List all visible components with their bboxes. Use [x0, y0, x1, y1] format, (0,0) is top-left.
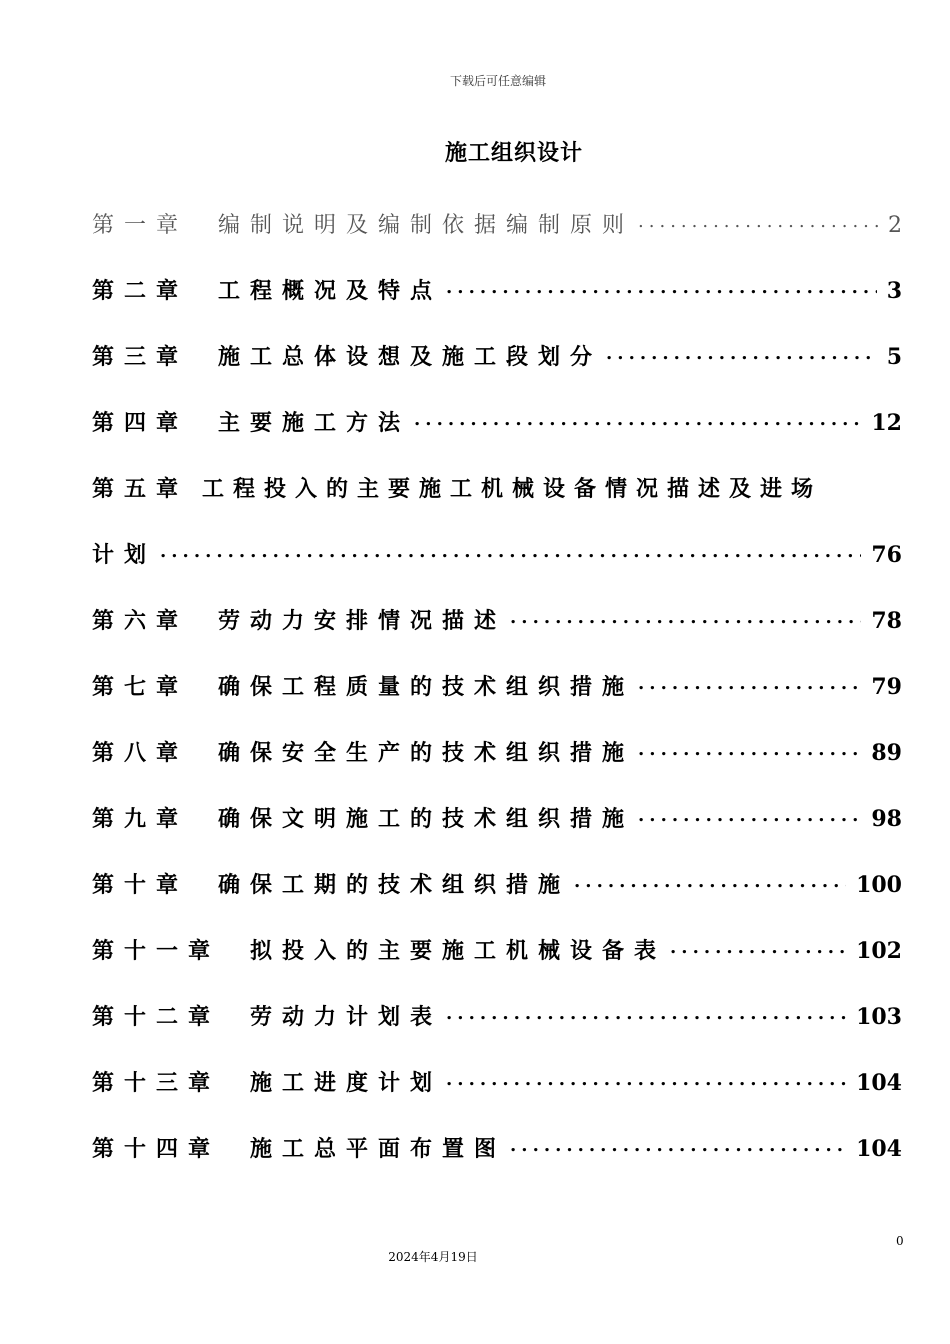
toc-page: 12 — [871, 410, 902, 436]
toc-entry-5[interactable] — [92, 472, 902, 538]
toc-page: 103 — [856, 1004, 902, 1030]
toc-entry-3[interactable] — [92, 340, 902, 406]
document-title: 施工组织设计 — [444, 140, 583, 166]
toc-chapter: 第十一章 — [92, 938, 221, 964]
toc-entry-1[interactable] — [92, 208, 902, 274]
toc-leader — [638, 738, 861, 760]
toc-entry-14[interactable] — [92, 1132, 902, 1198]
toc-entry-5-continued[interactable] — [92, 538, 902, 604]
toc-page: 98 — [871, 806, 902, 832]
toc-leader — [446, 1002, 846, 1024]
toc-page: 76 — [871, 542, 902, 568]
toc-title: 劳动力安排情况描述 — [218, 608, 507, 634]
toc-leader — [160, 540, 861, 562]
toc-leader — [446, 1068, 846, 1090]
toc-entry-12[interactable] — [92, 1000, 902, 1066]
toc-page: 89 — [871, 740, 902, 766]
toc-title: 施工进度计划 — [250, 1070, 443, 1096]
toc-title: 确保工期的技术组织措施 — [218, 872, 571, 898]
toc-chapter: 第四章 — [92, 410, 189, 436]
toc-title: 工程投入的主要施工机械设备情况描述及进场 — [202, 476, 823, 502]
toc-title: 主要施工方法 — [218, 410, 411, 436]
header-note: 下载后可任意编辑 — [449, 74, 546, 88]
toc-page: 104 — [856, 1136, 902, 1162]
toc-leader — [574, 870, 846, 892]
toc-page: 79 — [871, 674, 902, 700]
toc-entry-4[interactable] — [92, 406, 902, 472]
page-number: 0 — [896, 1234, 904, 1248]
toc-entry-7[interactable] — [92, 670, 902, 736]
toc-page: 100 — [856, 872, 902, 898]
toc-chapter: 第三章 — [92, 344, 189, 370]
toc-page: 5 — [886, 344, 902, 370]
toc-leader — [414, 408, 861, 430]
toc-leader — [638, 672, 861, 694]
toc-entry-6[interactable] — [92, 604, 902, 670]
toc-page: 2 — [888, 213, 902, 238]
toc-page: 102 — [856, 938, 902, 964]
toc-title: 施工总体设想及施工段划分 — [218, 344, 603, 370]
toc-title: 拟投入的主要施工机械设备表 — [250, 938, 667, 964]
toc-title: 编制说明及编制依据编制原则 — [218, 213, 635, 238]
toc-chapter: 第二章 — [92, 278, 189, 304]
toc-leader — [510, 606, 861, 628]
toc-leader — [606, 342, 877, 364]
toc-chapter: 第五章 — [92, 476, 189, 502]
footer-date: 2024年4月19日 — [388, 1250, 478, 1264]
toc-entry-8[interactable] — [92, 736, 902, 802]
toc-chapter: 第十三章 — [92, 1070, 221, 1096]
toc-entry-2[interactable] — [92, 274, 902, 340]
toc-chapter: 第十二章 — [92, 1004, 221, 1030]
toc-title: 计划 — [92, 542, 157, 568]
toc-chapter: 第九章 — [92, 806, 189, 832]
toc-entry-13[interactable] — [92, 1066, 902, 1132]
toc-leader — [446, 276, 877, 298]
toc-leader — [510, 1134, 846, 1156]
toc-title: 确保安全生产的技术组织措施 — [218, 740, 635, 766]
toc-title: 工程概况及特点 — [218, 278, 443, 304]
toc-page: 3 — [886, 278, 902, 304]
toc-chapter: 第八章 — [92, 740, 189, 766]
toc-page: 78 — [871, 608, 902, 634]
toc-title: 确保文明施工的技术组织措施 — [218, 806, 635, 832]
toc-leader — [638, 210, 878, 232]
toc-title: 施工总平面布置图 — [250, 1136, 507, 1162]
toc-title: 确保工程质量的技术组织措施 — [218, 674, 635, 700]
toc-page: 104 — [856, 1070, 902, 1096]
toc-chapter: 第七章 — [92, 674, 189, 700]
toc-chapter: 第十四章 — [92, 1136, 221, 1162]
toc-chapter: 第一章 — [92, 213, 189, 238]
toc-chapter: 第六章 — [92, 608, 189, 634]
toc-entry-10[interactable] — [92, 868, 902, 934]
toc-entry-11[interactable] — [92, 934, 902, 1000]
toc-title: 劳动力计划表 — [250, 1004, 443, 1030]
table-of-contents — [92, 208, 902, 1198]
toc-leader — [670, 936, 846, 958]
toc-entry-9[interactable] — [92, 802, 902, 868]
toc-leader — [638, 804, 861, 826]
toc-chapter: 第十章 — [92, 872, 189, 898]
